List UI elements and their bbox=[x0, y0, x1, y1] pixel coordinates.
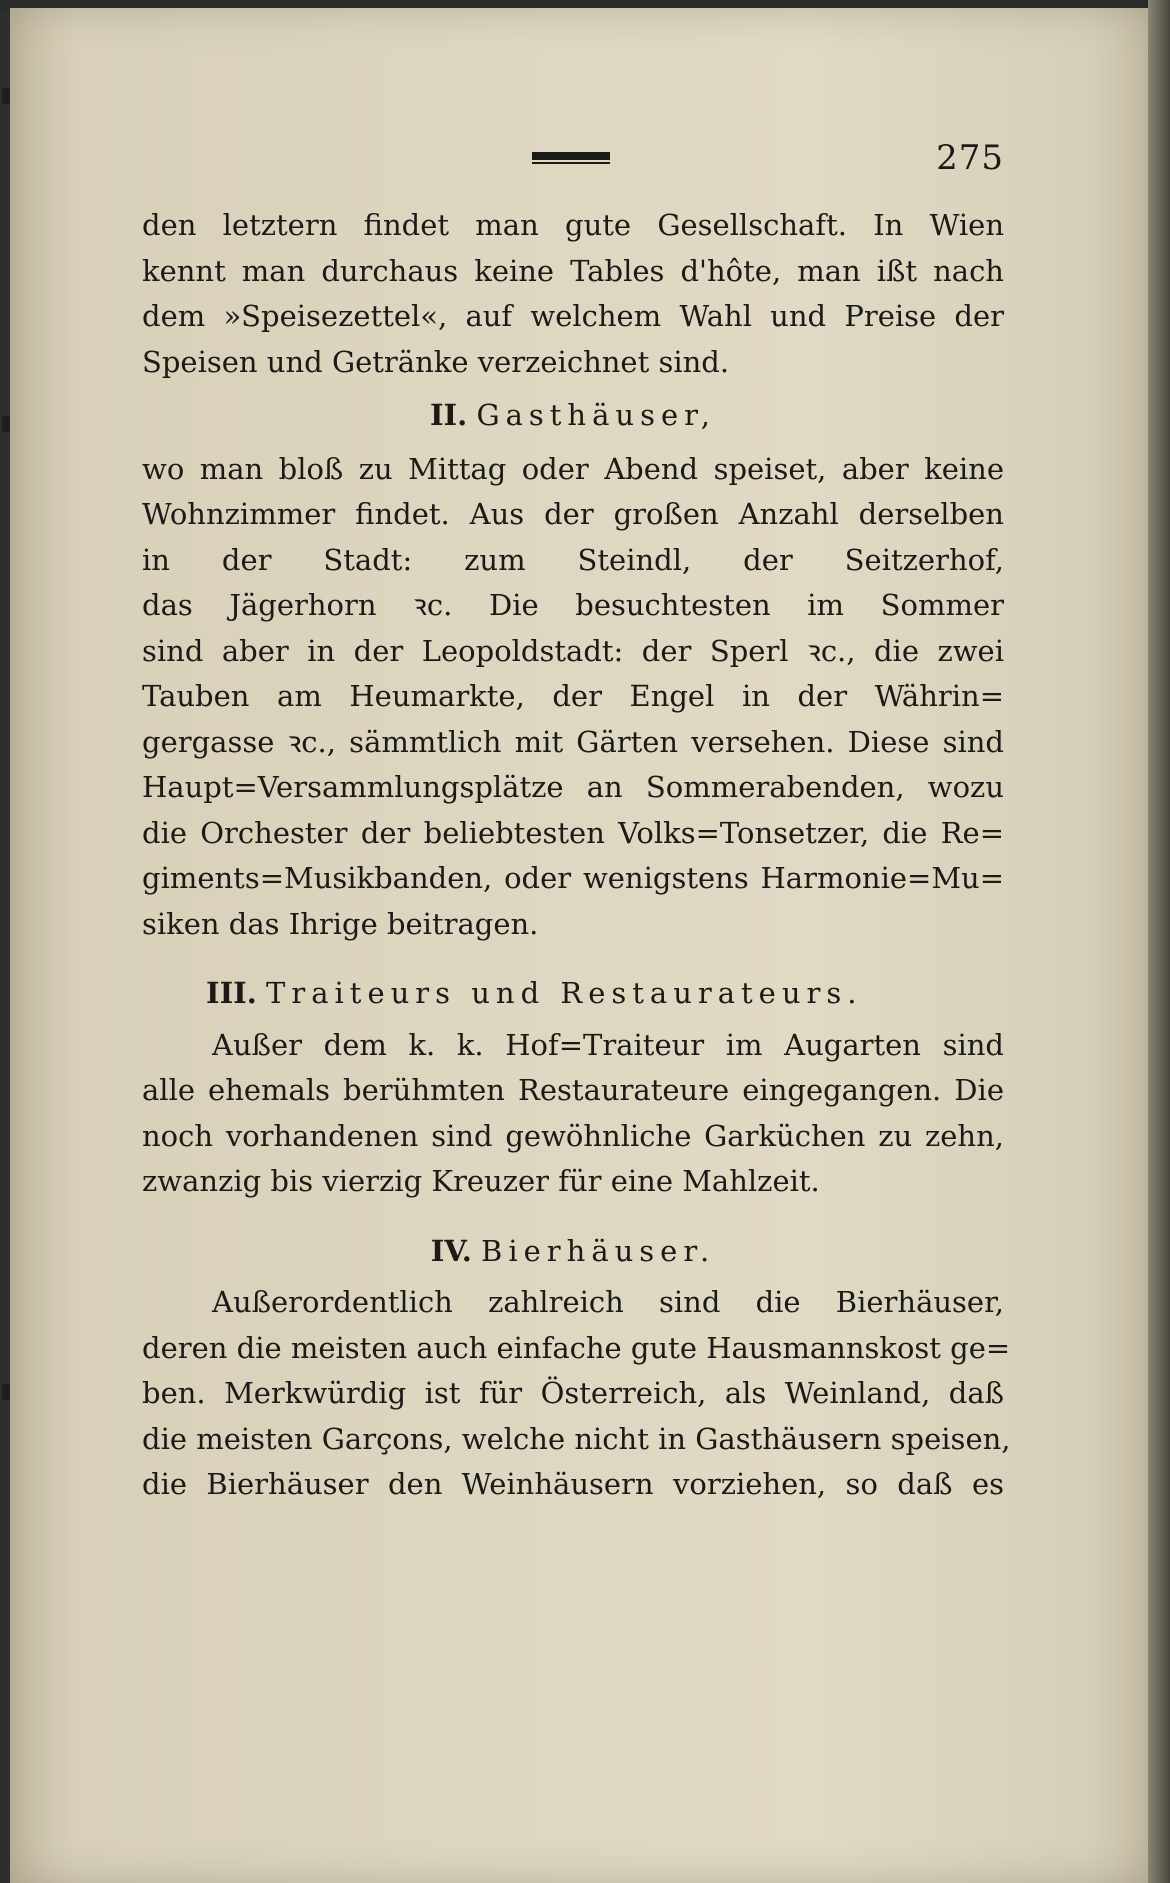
text-line: gergasse ꝛc., sämmtlich mit Gärten versehen. Diese sind bbox=[142, 724, 1004, 759]
text-line: das Jägerhorn ꝛc. Die besuchtesten im Sommer bbox=[142, 588, 1004, 622]
binding-hole bbox=[2, 1384, 10, 1400]
text-line: die meisten Garçons, welche nicht in Gasthäusern speisen, bbox=[142, 1421, 1011, 1456]
text-line: Außerordentlich zahlreich sind die Bierhäuser, bbox=[212, 1285, 1004, 1319]
body-text bbox=[142, 203, 1011, 1508]
section-number: III. bbox=[206, 976, 257, 1010]
text-line: Haupt=Versammlungsplätze an Sommerabenden, wozu bbox=[142, 770, 1004, 804]
text-line: Tauben am Heumarkte, der Engel in der Währin= bbox=[142, 679, 1004, 713]
text-line: wo man bloß zu Mittag oder Abend speiset, aber keine bbox=[142, 451, 1004, 486]
section-number: II. bbox=[429, 398, 468, 432]
section-title: Traiteurs und Restaurateurs. bbox=[266, 976, 863, 1010]
text-line: deren die meisten auch einfache gute Hausmannskost ge= bbox=[142, 1330, 1011, 1365]
binding-hole bbox=[2, 416, 10, 432]
text-line: die Orchester der beliebtesten Volks=Tonsetzer, die Re= bbox=[142, 815, 1004, 850]
text-line: alle ehemals berühmten Restaurateure eingegangen. Die bbox=[142, 1073, 1004, 1107]
section-heading-3 bbox=[142, 971, 1004, 1017]
text-line: giments=Musikbanden, oder wenigstens Harmonie=Mu= bbox=[142, 861, 1004, 895]
page-number: 275 bbox=[936, 138, 1004, 178]
binding-hole bbox=[2, 88, 10, 104]
section-heading-2 bbox=[142, 393, 1004, 439]
text-line: die Bierhäuser den Weinhäusern vorziehen, so daß es bbox=[142, 1467, 1004, 1501]
section-heading-4 bbox=[142, 1229, 1004, 1275]
text-line: Speisen und Getränke verzeichnet sind. bbox=[142, 344, 730, 379]
section-title: Bierhäuser. bbox=[481, 1233, 716, 1268]
page-header bbox=[142, 138, 1004, 178]
text-line: kennt man durchaus keine Tables d'hôte, man ißt nach bbox=[142, 253, 1004, 288]
page-stack-edge bbox=[1148, 0, 1170, 1883]
header-rule bbox=[532, 152, 610, 160]
text-line: dem »Speisezettel«, auf welchem Wahl und Preise der bbox=[142, 299, 1004, 333]
section-title: Gasthäuser, bbox=[476, 398, 717, 432]
text-line: in der Stadt: zum Steindl, der Seitzerhof, bbox=[142, 542, 1004, 577]
text-line: ben. Merkwürdig ist für Österreich, als Weinland, daß bbox=[142, 1376, 1004, 1410]
text-line: den letztern findet man gute Gesellschaft. In Wien bbox=[142, 208, 1004, 242]
text-line: sind aber in der Leopoldstadt: der Sperl ꝛc., die zwei bbox=[142, 633, 1004, 668]
text-line: noch vorhandenen sind gewöhnliche Garküchen zu zehn, bbox=[142, 1118, 1004, 1153]
text-line: Wohnzimmer findet. Aus der großen Anzahl derselben bbox=[142, 497, 1004, 531]
text-line: siken das Ihrige beitragen. bbox=[142, 906, 539, 941]
text-line: Außer dem k. k. Hof=Traiteur im Augarten sind bbox=[212, 1027, 1004, 1062]
section-number: IV. bbox=[430, 1233, 472, 1268]
text-line: zwanzig bis vierzig Kreuzer für eine Mahlzeit. bbox=[142, 1164, 820, 1198]
